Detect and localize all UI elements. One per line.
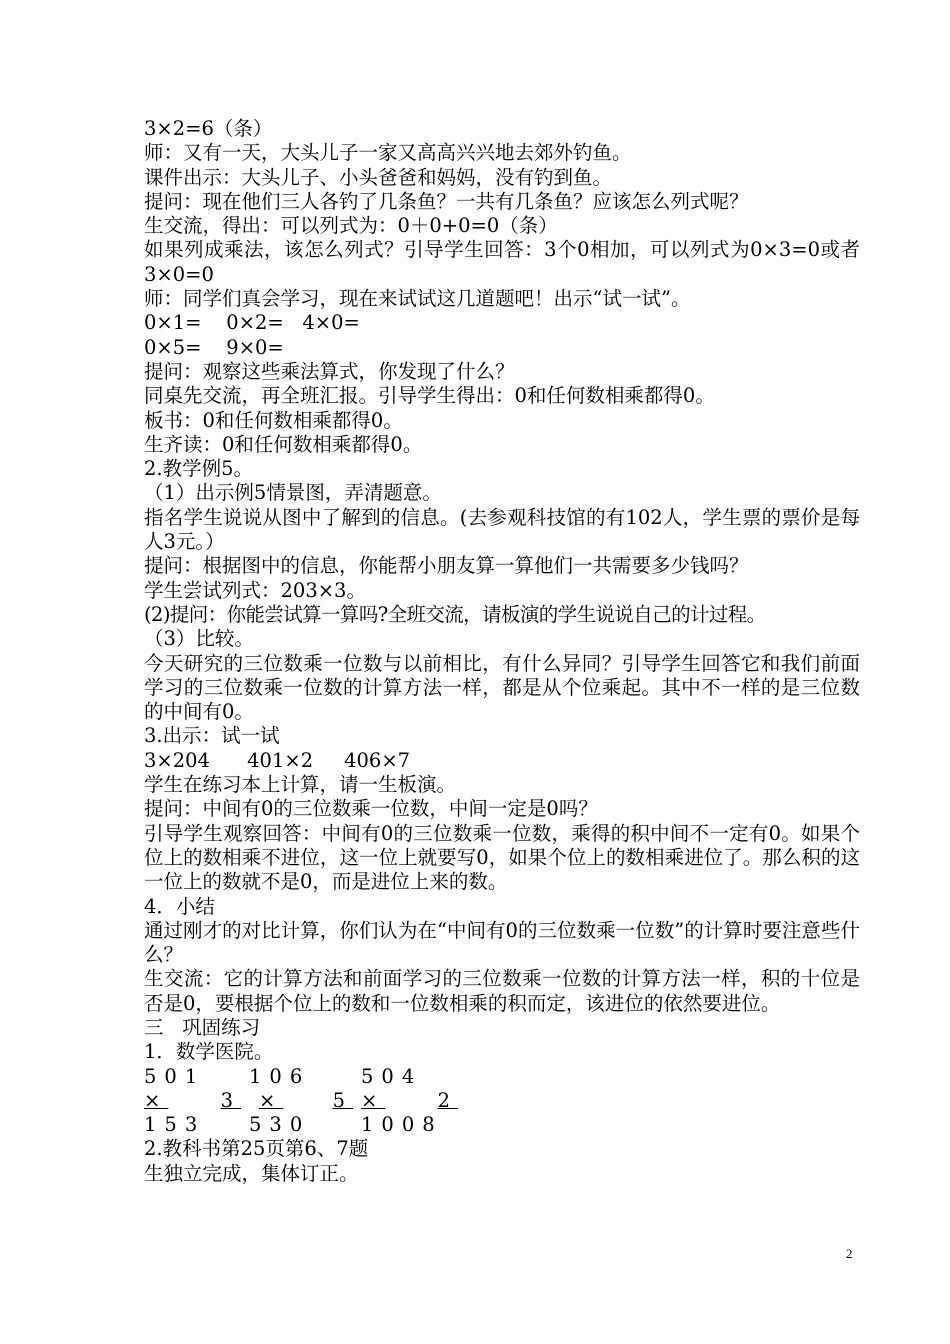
multiplier-digit: 5 xyxy=(332,1088,353,1112)
text-line: 3×2=6（条） xyxy=(144,117,273,140)
text-line: 1．数学医院。 xyxy=(144,1040,274,1064)
math-line: 0×1= 0×2= 4×0= xyxy=(144,311,360,335)
product-row xyxy=(144,1113,860,1137)
page-number: 2 xyxy=(846,1246,853,1261)
text-line: 提问：中间有0的三位数乘一位数，中间一定是0吗？ xyxy=(144,797,598,821)
text-line: 提问：根据图中的信息，你能帮小朋友算一算他们一共需要多少钱吗？ xyxy=(144,554,749,578)
multiplicand-row xyxy=(144,1065,860,1089)
times-sign: × xyxy=(361,1088,386,1112)
text-line: （3）比较。 xyxy=(144,627,254,651)
text-line: 学生在练习本上计算，请一生板演。 xyxy=(144,773,457,797)
text-paragraph: 生交流：它的计算方法和前面学习的三位数乘一位数的计算方法一样，积的十位是否是0，要根据个位上的数和一位数相乘的积而定，该进位的依然要进位。 xyxy=(144,967,860,1015)
product: 1008 xyxy=(361,1113,443,1137)
text-line: 师：又有一天，大头儿子一家又高高兴兴地去郊外钓鱼。 xyxy=(144,141,632,165)
text-line: 板书：0和任何数相乘都得0。 xyxy=(144,408,403,432)
section-heading: 4．小结 xyxy=(144,894,215,918)
text-paragraph: 指名学生说说从图中了解到的信息。(去参观科技馆的有102人，学生票的票价是每人3元。） xyxy=(144,505,860,554)
text-line: （1）出示例5情景图，弄清题意。 xyxy=(144,481,442,505)
product: 530 xyxy=(249,1113,311,1137)
section-heading: 2.教学例5。 xyxy=(144,457,254,481)
math-line: 0×5= 9×0= xyxy=(144,335,284,359)
text-line: 2.教科书第25页第6、7题 xyxy=(144,1137,369,1161)
text-line: 学生尝试列式：203×3。 xyxy=(144,578,366,602)
text-paragraph: 通过刚才的对比计算，你们认为在“中间有0的三位数乘一位数”的计算时要注意些什么？ xyxy=(144,918,860,967)
text-paragraph: 引导学生观察回答：中间有0的三位数乘一位数，乘得的积中间不一定有0。如果个位上的数相乘不进位，这一位上就要写0，如果个位上的数相乘进位了。那么积的这一位上的数就不是0，而是进位上来的数。 xyxy=(144,821,860,894)
math-hospital-block xyxy=(100,1065,860,1138)
text-paragraph: 如果列成乘法，该怎么列式？引导学生回答：3个0相加，可以列式为0×3=0或者3×0=0 xyxy=(144,238,860,286)
multiplier xyxy=(144,1089,249,1113)
times-sign: × xyxy=(144,1088,169,1112)
math-line: 3×204 401×2 406×7 xyxy=(144,748,411,772)
text-line: 课件出示：大头儿子、小头爸爸和妈妈，没有钓到鱼。 xyxy=(144,165,613,189)
text-line: (2)提问：你能尝试算一算吗?全班交流，请板演的学生说说自己的计过程。 xyxy=(144,602,766,626)
text-line: 生交流，得出：可以列式为：0＋0+0=0（条） xyxy=(144,214,558,238)
text-line: 提问：现在他们三人各钓了几条鱼？一共有几条鱼？应该怎么列式呢？ xyxy=(144,189,749,213)
text-line: 生齐读：0和任何数相乘都得0。 xyxy=(144,432,423,456)
section-heading: 三 巩固练习 xyxy=(144,1015,261,1039)
multiplier-row xyxy=(144,1089,860,1113)
text-line: 同桌先交流，再全班汇报。引导学生得出：0和任何数相乘都得0。 xyxy=(144,384,715,408)
multiplier-digit: 2 xyxy=(437,1088,458,1112)
multiplier-digit: 3 xyxy=(220,1088,241,1112)
text-line: 生独立完成，集体订正。 xyxy=(144,1161,359,1185)
multiplier xyxy=(361,1089,466,1113)
product: 153 xyxy=(144,1113,206,1137)
multiplicand: 504 xyxy=(361,1064,423,1088)
times-sign: × xyxy=(259,1088,284,1112)
section-heading: 3.出示：试一试 xyxy=(144,724,280,748)
text-paragraph: 今天研究的三位数乘一位数与以前相比，有什么异同？引导学生回答它和我们前面学习的三位数乘一位数的计算方法一样，都是从个位乘起。其中不一样的是三位数的中间有0。 xyxy=(144,651,860,724)
multiplier xyxy=(249,1089,361,1113)
multiplicand: 106 xyxy=(249,1064,311,1088)
text-line: 提问：观察这些乘法算式，你发现了什么？ xyxy=(144,359,515,383)
multiplicand: 501 xyxy=(144,1064,206,1088)
document-body xyxy=(100,117,860,1186)
text-line: 师：同学们真会学习，现在来试试这几道题吧！出示“试一试”。 xyxy=(144,287,691,311)
